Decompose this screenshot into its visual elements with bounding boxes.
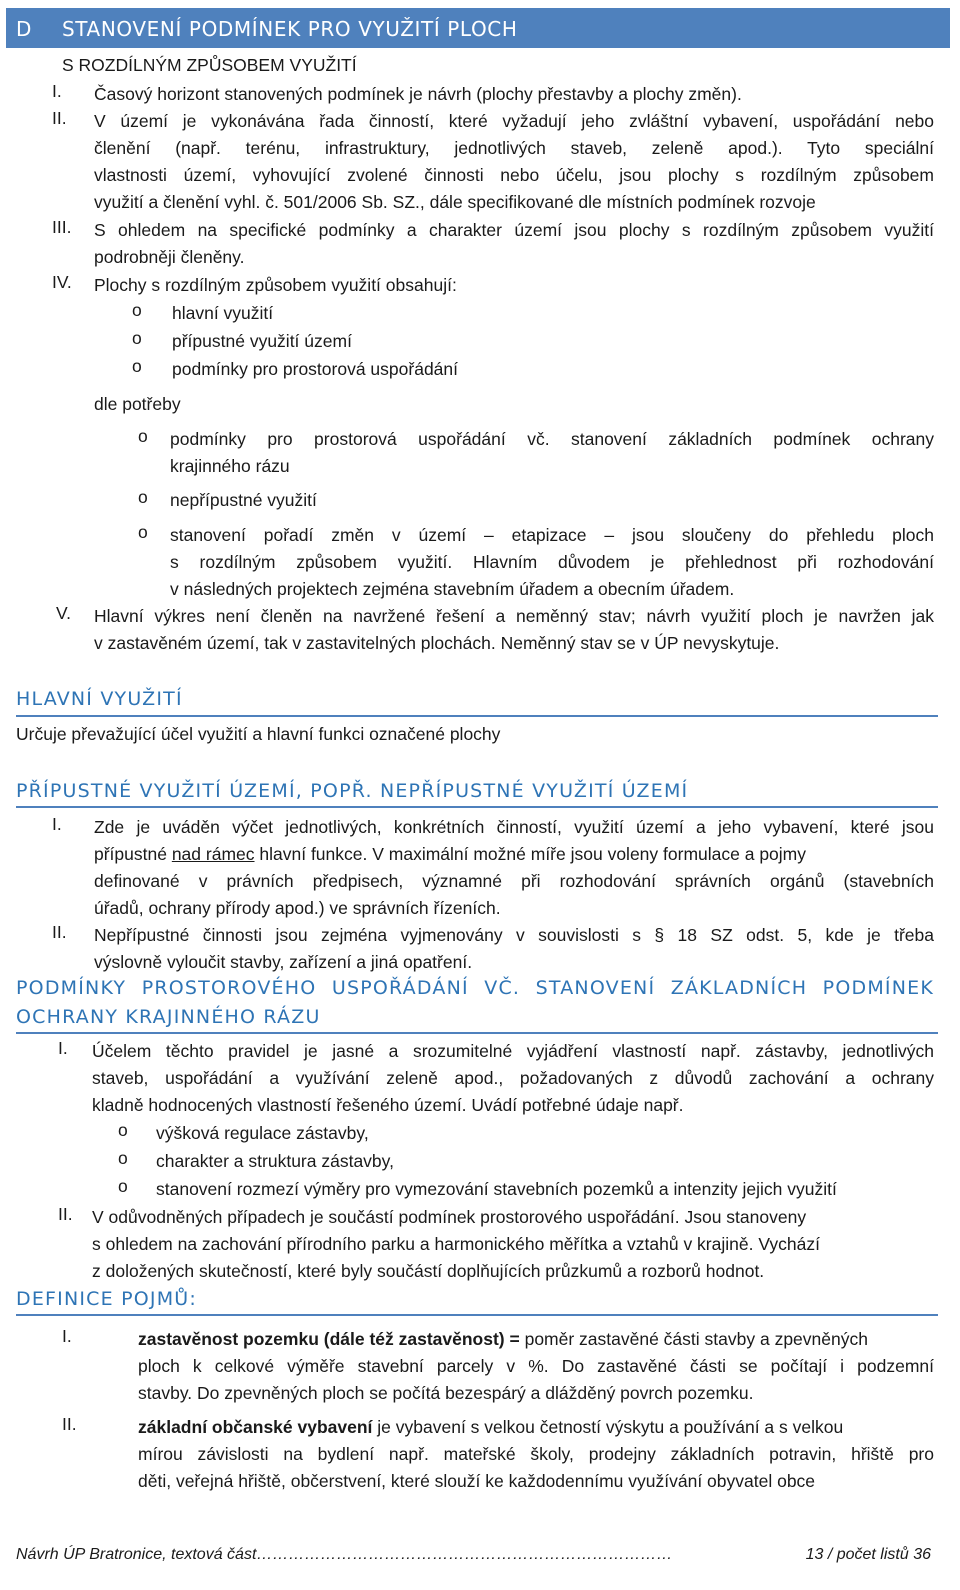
paragraph-line: úřadů, ochrany přírody apod.) ve správních řízeních. xyxy=(94,898,501,918)
paragraph-line: Nepřípustné činnosti jsou zejména vyjmenovány v souvislosti s § 18 SZ odst. 5, kde je třeba xyxy=(94,925,934,945)
item-number: I. xyxy=(58,1038,68,1058)
definition-line: mírou závislosti na bydlení např. mateřské školy, prodejny základních potravin, hřiště pro xyxy=(138,1444,934,1464)
footer-document-name: Návrh ÚP Bratronice, textová část…………………………………………………………………… xyxy=(16,1546,673,1563)
list-item: podmínky pro prostorová uspořádání xyxy=(172,359,458,379)
paragraph-line: výslovně vyloučit stavby, zařízení a jiná opatření. xyxy=(94,952,473,972)
paragraph-line: v zastavěném území, tak v zastavitelných plochách. Neměnný stav se v ÚP nevyskytuje. xyxy=(94,633,780,653)
list-item: stanovení rozmezí výměry pro vymezování stavebních pozemků a intenzity jejich využití xyxy=(156,1179,837,1199)
heading-rule xyxy=(16,806,938,808)
paragraph: Určuje převažující účel využití a hlavní funkci označené plochy xyxy=(16,724,501,744)
section-heading: HLAVNÍ VYUŽITÍ xyxy=(16,688,183,710)
bullet-icon: o xyxy=(132,300,142,320)
paragraph-line: využití a členění vyhl. č. 501/2006 Sb. SZ., dále specifikované dle místních podmínek rozvoje xyxy=(94,192,816,212)
defined-term: zastavěnost pozemku (dále též zastavěnost) = xyxy=(138,1329,520,1349)
section-heading: PODMÍNKY PROSTOROVÉHO USPOŘÁDÁNÍ VČ. STANOVENÍ ZÁKLADNÍCH PODMÍNEK xyxy=(16,977,934,999)
paragraph-line: S ohledem na specifické podmínky a charakter území jsou plochy s rozdílným způsobem využití xyxy=(94,220,934,240)
paragraph-line: kladně hodnocených vlastností řešeného území. Uvádí potřebné údaje např. xyxy=(92,1095,684,1115)
paragraph-line xyxy=(94,841,934,868)
text-fragment: přípustné xyxy=(94,844,172,864)
list-item-line: podmínky pro prostorová uspořádání vč. stanovení základních podmínek ochrany xyxy=(170,429,934,449)
list-item-line: s rozdílným způsobem využití. Hlavním důvodem je přehlednost při rozhodování xyxy=(170,552,934,572)
section-title: STANOVENÍ PODMÍNEK PRO VYUŽITÍ PLOCH xyxy=(62,17,518,41)
paragraph-line: V území je vykonávána řada činností, které vyžadují jeho zvláštní vybavení, uspořádání nebo xyxy=(94,111,934,131)
bullet-icon: o xyxy=(132,328,142,348)
item-number: IV. xyxy=(52,272,72,292)
paragraph-line: vlastnosti území, vyhovující zvolené činnosti nebo účelu, jsou plochy s rozdílným způsobem xyxy=(94,165,934,185)
list-item-line: krajinného rázu xyxy=(170,456,290,476)
item-number: II. xyxy=(62,1414,77,1434)
section-heading: DEFINICE POJMŮ: xyxy=(16,1288,198,1310)
list-item: přípustné využití území xyxy=(172,331,352,351)
defined-term: základní občanské vybavení xyxy=(138,1417,373,1437)
bullet-icon: o xyxy=(138,426,148,446)
list-item-line: v následných projektech zejména stavebním úřadem a obecním úřadem. xyxy=(170,579,735,599)
definition-line: stavby. Do zpevněných ploch se počítá bezespárý a dlážděný povrch pozemku. xyxy=(138,1383,754,1403)
item-number: V. xyxy=(56,603,71,623)
paragraph-line: z doložených skutečností, které byly součástí doplňujících průzkumů a rozborů hodnot. xyxy=(92,1261,765,1281)
item-number: I. xyxy=(52,81,62,101)
definition-line: ploch k celkové výměře stavební parcely v %. Do zastavěné části se počítají i podzemní xyxy=(138,1356,934,1376)
paragraph: Plochy s rozdílným způsobem využití obsahují: xyxy=(94,275,457,295)
definition-line: děti, veřejná hřiště, občerstvení, které slouží ke každodennímu využívání obyvatel obce xyxy=(138,1471,816,1491)
subtitle: S ROZDÍLNÝM ZPŮSOBEM VYUŽITÍ xyxy=(62,55,357,75)
list-item: charakter a struktura zástavby, xyxy=(156,1151,394,1171)
bullet-icon: o xyxy=(118,1176,128,1196)
bullet-icon: o xyxy=(132,356,142,376)
list-item: nepřípustné využití xyxy=(170,490,317,510)
item-number: I. xyxy=(52,814,62,834)
paragraph-line: staveb, uspořádání a využívání zeleně apod., požadovaných z důvodů zachování a ochrany xyxy=(92,1068,934,1088)
paragraph-line: podrobněji členěny. xyxy=(94,247,245,267)
section-banner xyxy=(6,8,950,48)
section-heading: OCHRANY KRAJINNÉHO RÁZU xyxy=(16,1006,321,1028)
bullet-icon: o xyxy=(118,1120,128,1140)
item-number: III. xyxy=(52,217,72,237)
paragraph: dle potřeby xyxy=(94,394,181,414)
heading-rule xyxy=(16,1032,938,1034)
item-number: II. xyxy=(52,108,67,128)
text-fragment: hlavní funkce. V maximální možné míře jsou voleny formulace a pojmy xyxy=(254,844,806,864)
section-letter: D xyxy=(16,17,33,41)
bullet-icon: o xyxy=(138,522,148,542)
definition-line xyxy=(138,1414,934,1441)
heading-rule xyxy=(16,1314,938,1316)
paragraph-line: členění (např. terénu, infrastruktury, jednotlivých staveb, zeleně apod.). Tyto speciální xyxy=(94,138,934,158)
paragraph-line: Zde je uváděn výčet jednotlivých, konkrétních činností, využití území a jeho vybavení, které jsou xyxy=(94,817,934,837)
bullet-icon: o xyxy=(138,487,148,507)
list-item: výšková regulace zástavby, xyxy=(156,1123,369,1143)
page-footer xyxy=(16,1546,931,1564)
item-number: II. xyxy=(58,1204,73,1224)
item-number: I. xyxy=(62,1326,72,1346)
section-heading: PŘÍPUSTNÉ VYUŽITÍ ÚZEMÍ, POPŘ. NEPŘÍPUSTNÉ VYUŽITÍ ÚZEMÍ xyxy=(16,780,689,802)
item-number: II. xyxy=(52,922,67,942)
bullet-icon: o xyxy=(118,1148,128,1168)
text-fragment: poměr zastavěné části stavby a zpevněných xyxy=(519,1329,868,1349)
paragraph-line: definované v právních předpisech, významné při rozhodování správních orgánů (stavebních xyxy=(94,871,934,891)
paragraph-line: s ohledem na zachování přírodního parku a harmonického měřítka a vztahů v krajině. Vychází xyxy=(92,1234,820,1254)
paragraph-line: Hlavní výkres není členěn na navržené řešení a neměnný stav; návrh využití ploch je navržen jak xyxy=(94,606,934,626)
paragraph: Časový horizont stanovených podmínek je návrh (plochy přestavby a plochy změn). xyxy=(94,84,742,104)
paragraph-line: Účelem těchto pravidel je jasné a srozumitelné vyjádření vlastností např. zástavby, jednotlivých xyxy=(92,1041,934,1061)
footer-page-number: 13 / počet listů 36 xyxy=(805,1546,931,1563)
text-fragment: je vybavení s velkou četností výskytu a používání a s velkou xyxy=(372,1417,844,1437)
underlined-text: nad rámec xyxy=(171,844,255,864)
list-item: hlavní využití xyxy=(172,303,274,323)
definition-line xyxy=(138,1326,934,1353)
list-item-line: stanovení pořadí změn v území – etapizace – jsou sloučeny do přehledu ploch xyxy=(170,525,934,545)
paragraph-line: V odůvodněných případech je součástí podmínek prostorového uspořádání. Jsou stanoveny xyxy=(92,1207,807,1227)
heading-rule xyxy=(16,715,938,717)
